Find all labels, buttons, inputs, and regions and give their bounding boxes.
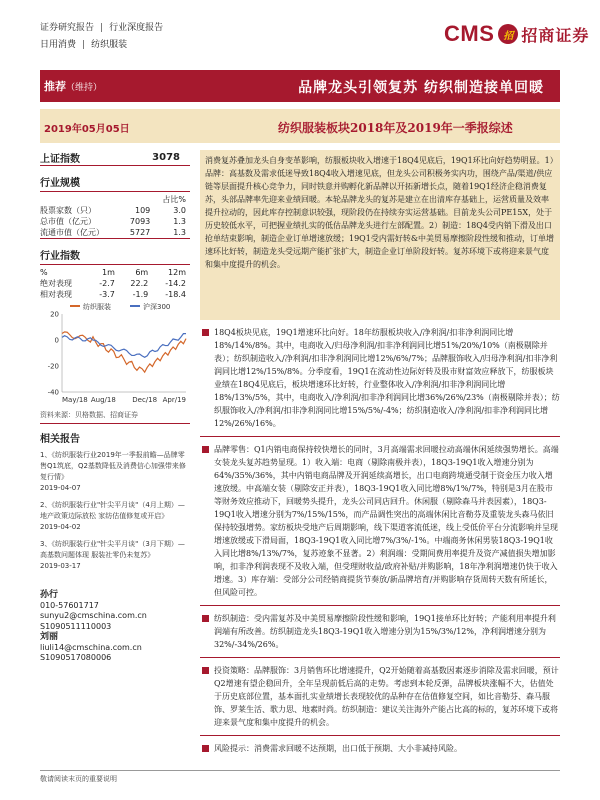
scale-table [40,194,190,239]
index-label: 上证指数 [40,154,80,165]
title-banner [40,70,560,102]
square-bullet-icon [202,329,209,336]
tag-industry-report: 行业深度报告 [109,23,164,33]
x-tick-label: May/18 [62,396,88,404]
report-tags: 证券研究报告 | 行业深度报告 日用消费 | 纺织服装 [40,20,163,54]
square-bullet-icon [202,745,209,752]
analyst-name: 孙行 [40,590,59,600]
analyst-name: 刘丽 [40,632,59,642]
chart-source: 资料来源：贝格数据、招商证券 [40,410,190,424]
scale-title: 行业规模 [40,174,190,192]
legend-label: 纺织服装 [83,303,111,311]
section-paragraph: 品牌零售：Q1内销电商保持较快增长的同时，3月高端需求回暖拉动高端休闲延续强势增长。高端女装龙头复苏趋势显现。1）收入端：电商（剔除南极并表），18Q3-19Q1收入增速分别为64%/35%/36%，其中内销电商品牌及开润延续高增长，出口电商跨境通受制于资金压力收入增速放缓。中高端女装（剔除安正并表），18Q3-19Q1收入同比增8%/1%/7%，特别是3月在股市等财务效应推动下，回暖势头提升，龙头公司同店回升。休闲服（剔除森马并表因素），18Q3-19Q1收入增速分别为7%/15%/15%，而产品调性突出的高端休闲比音勒芬及重装龙头森马依旧保持较强增势。家纺板块受地产后周期影响，线下渠道客流低迷，线上受低价平台分流影响并呈现增速放缓或下滑局面，18Q3-19Q1收入同比增7%/3%/-1%。中端商务休闲男装18Q3-19Q1收入同比增8%/13%/7%，复苏迹象不显著。2）利润端：受期间费用率提升及资产减值损失增加影响，扣非净利润表现不及收入端，但受理财收益/政府补贴/并购影响，18年净利润增速仍快于收入增速。3）库存端：受部分公司经销商提货节奏放/新品牌培育/并购影响存货周转天数有所延长，但风险可控。 [200,443,560,599]
table-row: 流通市值（亿元） 5727 1.3 [40,227,190,239]
rating-label: 推荐（维持） [44,80,103,93]
y-tick-label: -20 [47,362,59,371]
related-reports [40,450,190,572]
index-value: 3078 [152,152,180,163]
related-title: 相关报告 [40,434,80,445]
table-row: 绝对表现 -2.7 22.2 -14.2 [40,279,186,288]
x-tick-label: Aug/18 [90,396,116,404]
related-item[interactable]: 1、《纺织服装行业2019年一季报前瞻—品牌零售Q1筑底，Q2基数降低及消费信心加强带来修复行情》 2019-04-07 [40,451,186,492]
perf-title: 行业指数 [40,247,190,265]
legend-label: 沪深300 [143,303,171,311]
analyst-block [40,590,190,664]
left-sidebar [40,150,190,750]
tag-textile: 纺织服装 [91,40,128,50]
cms-logo [444,22,589,46]
section-paragraph: 风险提示：消费需求回暖不达预期，出口低于预期、大小非减持风险。 [200,742,560,755]
square-bullet-icon [202,667,209,674]
index-chart [40,300,190,410]
date-band [40,109,560,143]
analyst-email[interactable]: sunyu2@cmschina.com.cn [40,611,147,620]
main-content [200,150,560,755]
section-paragraph: 纺织制造：受内需复苏及中美贸易摩擦阶段性缓和影响，19Q1接单环比好转；产能利用率提升利润端有所改善。纺织制造龙头18Q3-19Q1收入增速分别为15%/3%/12%，净利润增速分别为32%/-34%/26%。 [200,612,560,651]
analyst-license: S1090517080006 [40,653,112,662]
y-tick-label: -40 [47,388,59,397]
x-tick-label: Dec/18 [132,396,158,404]
scale-header: 占比% [162,195,186,204]
page-footer: 敬请阅读末页的重要说明 [40,770,560,784]
report-date: 2019年05月05日 [44,124,130,135]
analyst-license: S1090511110003 [40,621,112,631]
analyst-phone: 010-57601717 [40,600,99,610]
report-subtitle: 纺织服装板块2018年及2019年一季报综述 [278,121,513,135]
table-row: 股票家数（只） 109 3.0 [40,206,186,215]
table-row: 相对表现 -3.7 -1.9 -18.4 [40,290,186,299]
square-bullet-icon [202,615,209,622]
series-line-textile [62,332,186,372]
logo-cn-text: 招商证券 [521,25,590,45]
tag-research-report: 证券研究报告 [40,23,95,33]
analyst-email[interactable]: liuli14@cmschina.com.cn [40,642,142,652]
section-paragraph: 投资策略：品牌服饰：3月销售环比增速提升，Q2开始随着高基数因素逐步消除及需求回暖，预计Q2增速有望企稳回升，全年呈现前低后高的走势。考虑到本轮反弹，品牌板块涨幅不大，估值处于历史底部位置，基本面扎实业绩增长表现较优的品种存在估值修复空间，如比音勒芬、森马服饰、罗莱生活、歌力思、地素时尚。纺织制造：建议关注海外产能占比高的标的，复苏环境下或将迎来景气度和集中度提升的机会。 [200,664,560,729]
logo-badge-icon: 招 [498,24,518,44]
index-chart-svg [40,300,190,410]
related-item[interactable]: 3、《纺织服装行业"针尖平月谈"（3月下期）—高基数问题体现 服装社零仍未复苏》 2019-03-17 [40,540,185,570]
section-paragraph: 18Q4板块见底，19Q1增速环比向好。18年纺服板块收入/净利润/扣非净利润同比增18%/14%/8%。其中，电商收入/归母净利润/扣非净利润同比增51%/20%/10%（南极剔除并表）；纺织制造收入/净利润/扣非净利润同比增12%/6%/7%；品牌服饰收入/归母净利润/扣非净利润同比增12%/15%/8%。分季度看，19Q1在流动性边际好转及股市财富效应释放下，纺服板块业绩在18Q4见底后，板块增速环比好转，行业整体收入/净利润/扣非净利润同比增18%/13%/5%，其中，电商收入/净利润/扣非净利润同比增36%/26%/23%（南极剔除并表）；纺织服饰收入/净利润/扣非净利润同比增15%/5%/-4%；纺织制造收入/净利润/扣非净利润同比增12%/26%/16%。 [200,326,560,430]
y-tick-label: 0 [54,336,59,345]
related-item[interactable]: 2、《纺织服装行业"针尖平月谈"（4月上期）—地产政策边际放松 家纺估值修复或开启》 2019-04-02 [40,501,185,531]
index-row [40,150,190,166]
y-tick-label: 20 [50,310,59,319]
logo-cms-text: CMS [444,21,495,46]
table-row: 总市值（亿元） 7093 1.3 [40,217,186,226]
square-bullet-icon [202,446,209,453]
x-tick-label: Apr/19 [162,396,186,404]
summary-box: 消费复苏叠加龙头自身变革影响，纺服板块收入增速于18Q4见底后，19Q1环比向好趋势明显。1）品牌：高基数及需求低迷导致18Q4收入增速见底，但龙头公司积极务实内功，围绕产品/渠道/供应链等层面提升核心竞争力，同时铁意并购孵化新品牌以开拓新增长点，随着19Q1经济企稳消费复苏，头部品牌率先迎来业绩回暖。本轮品牌龙头的复苏是建立在出清库存基础上，运营质量及效率提升拉动的，因此库存控制意识较强，现阶段仍在持续夯实运营基础。目前龙头公司PE15X，处于历史较低水平，可把握业绩扎实的低估品牌龙头进行左部配置。2）制造：18Q4受内销下滑及出口抢单结束影响，制造企业订单增速放缓；19Q1受内需好转&中美贸易摩擦阶段性缓和推动，订单增速环比好转，制造龙头受远期产能扩张扩大，制造企业订单阶段好转。复苏环境下或将迎来景气度和集中度提升的机会。 [200,150,560,320]
tag-consumer: 日用消费 [40,40,77,50]
perf-table [40,267,190,300]
series-line-csi300 [62,334,186,358]
perf-header: % 1m 6m 12m [40,268,186,277]
report-title: 品牌龙头引领复苏 纺织制造接单回暖 [298,80,544,96]
